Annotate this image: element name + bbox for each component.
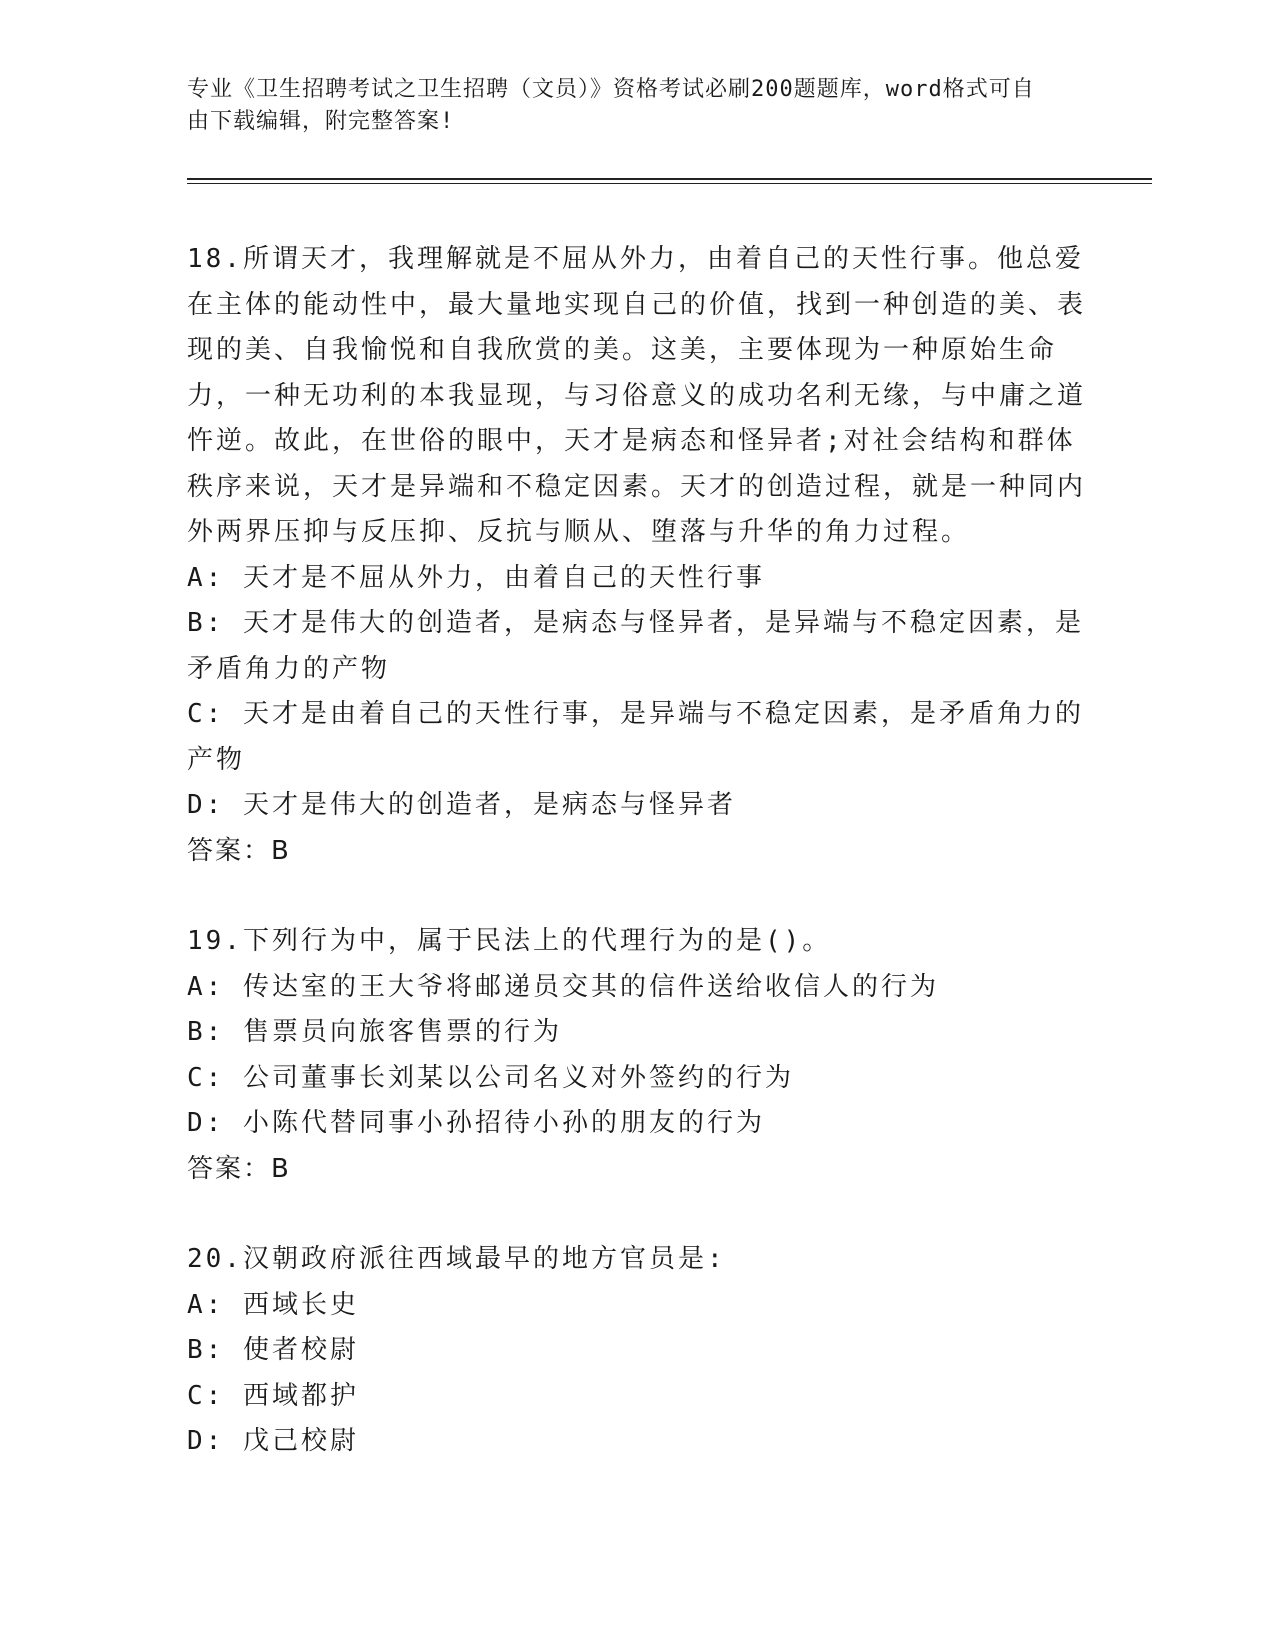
option-a: A: 天才是不屈从外力，由着自己的天性行事 [187,562,765,593]
header-divider-thin [187,183,1152,184]
option-a: A: 西域长史 [187,1289,359,1320]
option-c: C: 天才是由着自己的天性行事，是异端与不稳定因素，是矛盾角力的产物 [187,699,1084,775]
header-divider-thick [187,178,1152,180]
option-b: B: 售票员向旅客售票的行为 [187,1017,562,1047]
document-header: 专业《卫生招聘考试之卫生招聘（文员）》资格考试必刷200题题库，word格式可自由下载编辑，附完整答案! [187,77,1035,134]
question-spacer [187,874,1087,919]
question-18 [187,237,1087,874]
answer-line: 答案：B [187,1153,291,1184]
option-d: D: 戊己校尉 [187,1426,359,1456]
option-b: B: 天才是伟大的创造者，是病态与怪异者，是异端与不稳定因素，是矛盾角力的产物 [187,608,1084,684]
question-stem: 19.下列行为中，属于民法上的代理行为的是()。 [187,926,832,956]
question-spacer [187,1192,1087,1237]
option-c: C: 公司董事长刘某以公司名义对外签约的行为 [187,1062,794,1093]
question-19 [187,919,1087,1192]
answer-line: 答案：B [187,835,291,866]
question-stem: 20.汉朝政府派往西域最早的地方官员是: [187,1244,726,1274]
option-d: D: 小陈代替同事小孙招待小孙的朋友的行为 [187,1108,765,1138]
option-d: D: 天才是伟大的创造者，是病态与怪异者 [187,790,736,820]
option-a: A: 传达室的王大爷将邮递员交其的信件送给收信人的行为 [187,971,939,1002]
question-list [187,237,1087,1465]
question-20 [187,1237,1087,1465]
option-b: B: 使者校尉 [187,1335,359,1365]
option-c: C: 西域都护 [187,1380,359,1411]
question-stem: 18.所谓天才，我理解就是不屈从外力，由着自己的天性行事。他总爱在主体的能动性中，最大量地实现自己的价值，找到一种创造的美、表现的美、自我愉悦和自我欣赏的美。这美，主要体现为一种原始生命力，一种无功利的本我显现，与习俗意义的成功名利无缘，与中庸之道忤逆。故此，在世俗的眼中，天才是病态和怪异者;对社会结构和群体秩序来说，天才是异端和不稳定因素。天才的创造过程，就是一种同内外两界压抑与反压抑、反抗与顺从、堕落与升华的角力过程。 [187,244,1087,547]
